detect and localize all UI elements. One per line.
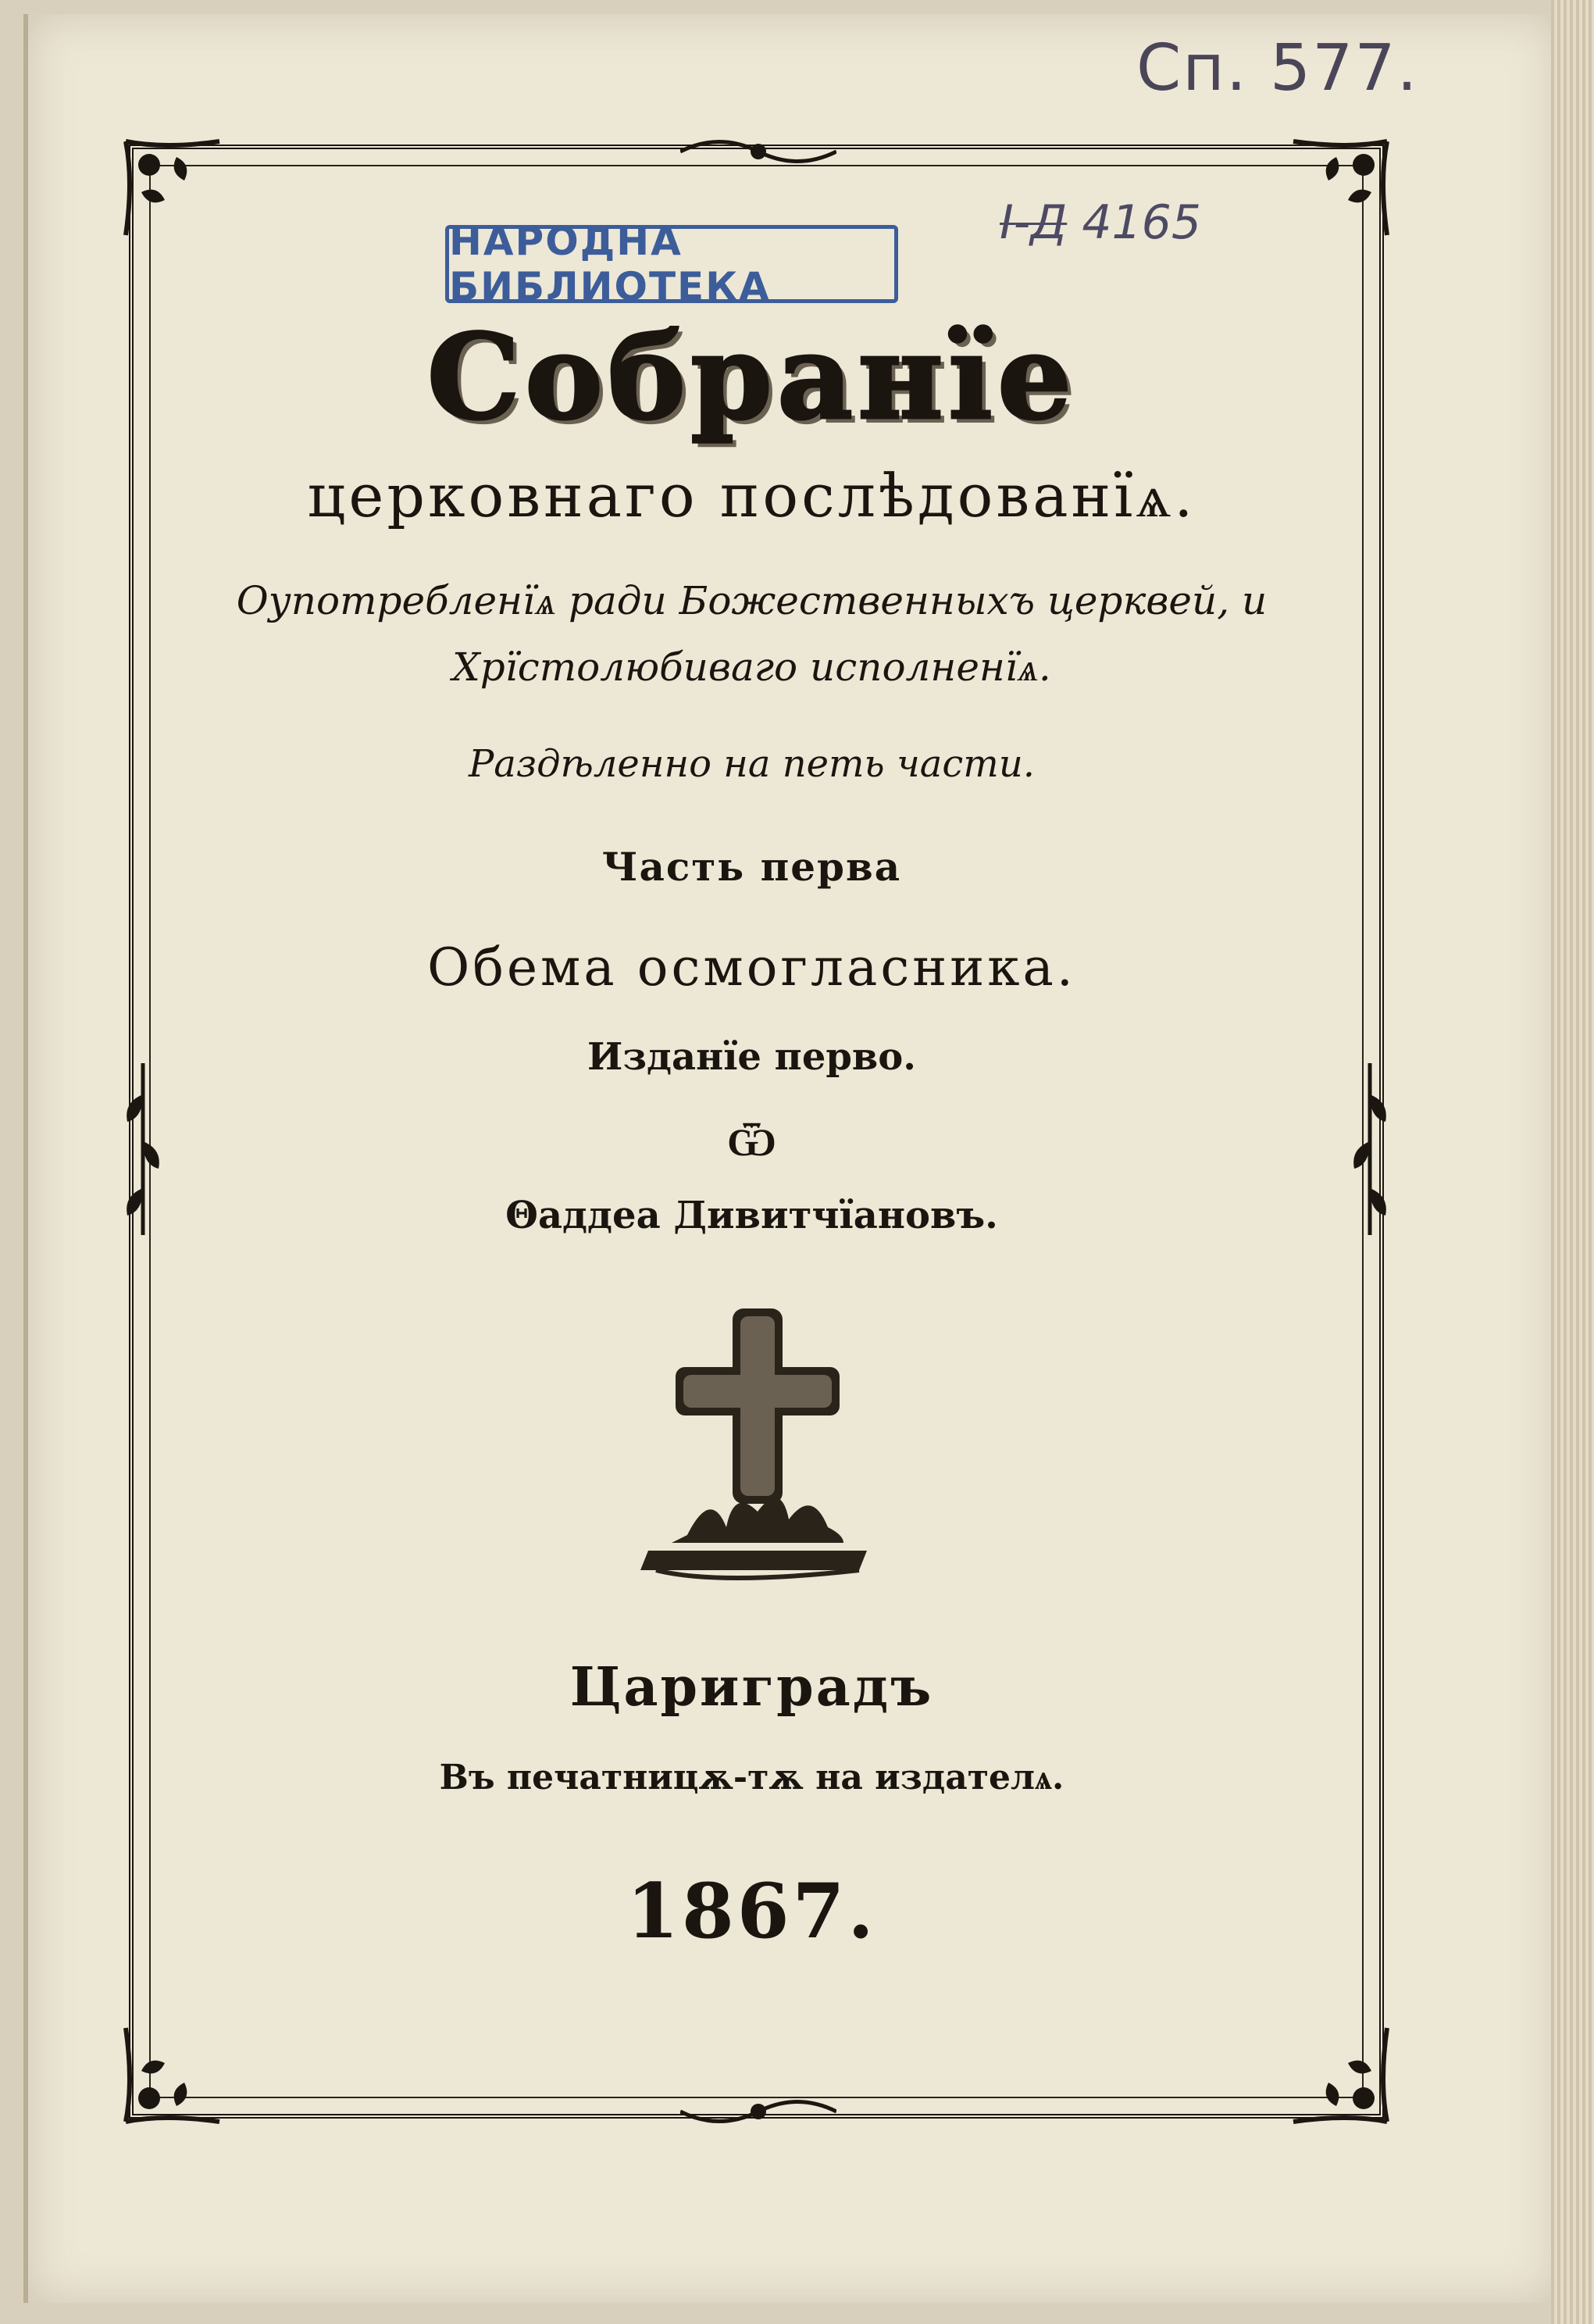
handwritten-shelfmark: Сп. 577. [1136,31,1419,105]
author-line: Θаддеа Дивитчїановъ. [505,1194,998,1237]
floral-corner-top-right-icon [1286,134,1395,243]
edition-line: Изданїе перво. [587,1035,916,1079]
floral-corner-bottom-right-icon [1286,2020,1395,2129]
publication-year: 1867. [626,1867,877,1955]
division-line: Раздѣленно на петь части. [469,742,1035,786]
inventory-number: 4165 [1082,195,1202,250]
from-line: Ѿ [727,1119,776,1165]
floral-corner-top-left-icon [118,134,227,243]
content-line: Обема осмогласника. [427,937,1076,998]
struck-inventory-prefix: I-Д [1000,195,1068,250]
library-stamp: НАРОДНА БИБЛИОТЕКА [445,225,898,303]
floral-corner-bottom-left-icon [118,2020,227,2129]
cross-icon [640,1301,875,1590]
book-subtitle: церковнаго послѣдованїѧ. [307,461,1196,530]
printer-line: Въ печатницѫ-тѫ на издателѧ. [439,1758,1064,1797]
page-edges [1551,0,1594,2324]
floral-top-center-icon [680,132,836,171]
city-line: Цариградъ [569,1656,934,1719]
book-title: Собранїе [426,309,1077,446]
part-line: Часть перва [601,844,902,890]
purpose-line-1: Оупотребленїѧ ради Божественныхъ церквей, и [236,578,1268,623]
purpose-line-2: Хрїстолюбиваго исполненїѧ. [452,644,1051,690]
floral-bottom-center-icon [680,2092,836,2131]
